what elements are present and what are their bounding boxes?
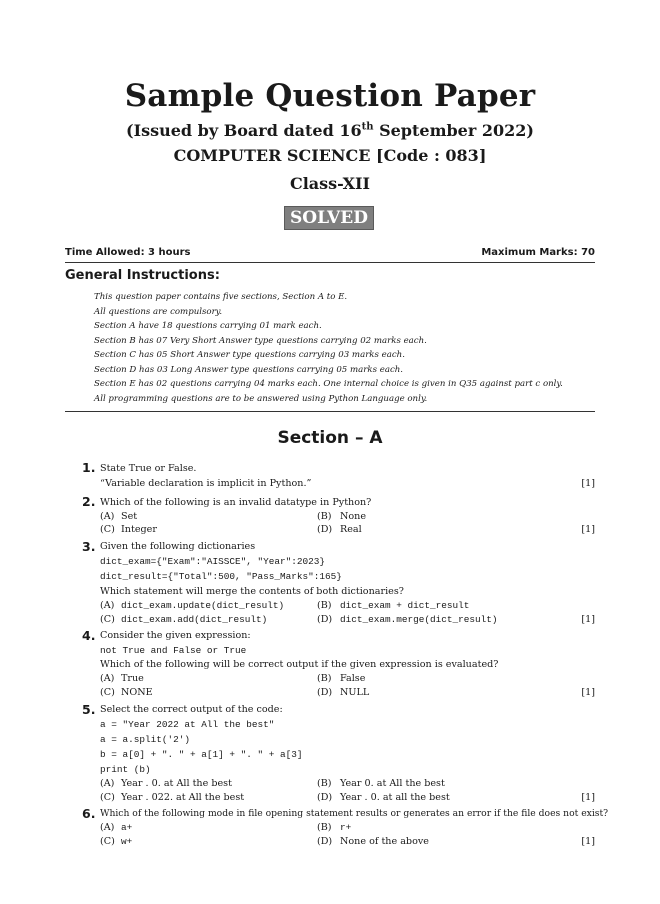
- question-text: State True or False.: [100, 463, 197, 474]
- option-a: a+: [121, 822, 133, 833]
- option-label: (D): [317, 687, 333, 698]
- option-a: Year . 0. at All the best: [121, 778, 232, 789]
- solved-badge: SOLVED: [284, 206, 374, 230]
- divider: [65, 411, 595, 412]
- time-allowed: Time Allowed: 3 hours: [65, 247, 191, 258]
- code-line: print (b): [100, 764, 151, 775]
- code-line: not True and False or True: [100, 645, 247, 656]
- issue-subtitle: (Issued by Board dated 16th September 2022): [126, 121, 534, 140]
- question-text: Select the correct output of the code:: [100, 704, 283, 715]
- option-c: Integer: [121, 524, 157, 535]
- question-number: 3.: [82, 539, 96, 554]
- option-label: (A): [100, 822, 115, 833]
- question-marks: [1]: [581, 836, 595, 847]
- divider: [65, 262, 595, 263]
- option-a: Set: [121, 511, 138, 522]
- code-line: a = a.split('2'): [100, 734, 191, 745]
- option-label: (B): [317, 600, 332, 611]
- option-c: Year . 022. at All the best: [121, 792, 245, 803]
- option-label: (A): [100, 600, 115, 611]
- option-label: (B): [317, 511, 332, 522]
- section-heading: Section – A: [277, 428, 383, 448]
- option-label: (B): [317, 673, 332, 684]
- question-text: Which of the following mode in file opening statement results or generates an error if the file does not exist?: [100, 808, 609, 819]
- code-line: dict_result={"Total":500, "Pass_Marks":165}: [100, 571, 342, 582]
- option-a: dict_exam.update(dict_result): [121, 600, 285, 611]
- option-c: w+: [121, 836, 133, 847]
- option-b: False: [340, 673, 366, 684]
- class-name: Class-XII: [289, 174, 371, 193]
- option-b: None: [340, 511, 367, 522]
- option-label: (A): [100, 511, 115, 522]
- option-label: (D): [317, 792, 333, 803]
- option-label: (C): [100, 792, 115, 803]
- question-number: 6.: [82, 806, 96, 821]
- option-d: NULL: [340, 687, 370, 698]
- question-text: Given the following dictionaries: [100, 541, 256, 552]
- code-line: b = a[0] + ". " + a[1] + ". " + a[3]: [100, 749, 303, 760]
- option-c: NONE: [121, 687, 153, 698]
- option-b: dict_exam + dict_result: [340, 600, 470, 611]
- option-label: (D): [317, 614, 333, 625]
- option-d: dict_exam.merge(dict_result): [340, 614, 498, 625]
- option-d: None of the above: [340, 836, 429, 847]
- question-marks: [1]: [581, 524, 595, 535]
- question-text: Which of the following will be correct output if the given expression is evaluated?: [100, 659, 499, 670]
- question-number: 2.: [82, 494, 96, 509]
- question-number: 4.: [82, 628, 96, 643]
- option-label: (C): [100, 524, 115, 535]
- option-label: (A): [100, 778, 115, 789]
- question-marks: [1]: [581, 614, 595, 625]
- option-c: dict_exam.add(dict_result): [121, 614, 268, 625]
- course-name: COMPUTER SCIENCE [Code : 083]: [173, 146, 487, 165]
- question-text: Which statement will merge the contents of both dictionaries?: [100, 586, 404, 597]
- question-text: Consider the given expression:: [100, 630, 251, 641]
- option-d: Year . 0. at all the best: [340, 792, 450, 803]
- option-label: (A): [100, 673, 115, 684]
- option-label: (D): [317, 836, 333, 847]
- code-line: dict_exam={"Exam":"AISSCE", "Year":2023}: [100, 556, 326, 567]
- option-label: (B): [317, 778, 332, 789]
- question-statement: “Variable declaration is implicit in Python.”: [100, 478, 312, 489]
- question-number: 1.: [82, 460, 96, 475]
- question-text: Which of the following is an invalid datatype in Python?: [100, 497, 372, 508]
- paper-title: Sample Question Paper: [124, 78, 536, 114]
- option-label: (C): [100, 687, 115, 698]
- question-marks: [1]: [581, 478, 595, 489]
- option-a: True: [121, 673, 144, 684]
- option-label: (D): [317, 524, 333, 535]
- maximum-marks: Maximum Marks: 70: [481, 247, 595, 258]
- option-label: (C): [100, 836, 115, 847]
- question-number: 5.: [82, 702, 96, 717]
- instructions-heading: General Instructions:: [65, 268, 220, 283]
- option-b: r+: [340, 822, 352, 833]
- question-marks: [1]: [581, 792, 595, 803]
- code-line: a = "Year 2022 at All the best": [100, 719, 275, 730]
- option-b: Year 0. at All the best: [340, 778, 445, 789]
- option-label: (C): [100, 614, 115, 625]
- option-label: (B): [317, 822, 332, 833]
- question-marks: [1]: [581, 687, 595, 698]
- option-d: Real: [340, 524, 362, 535]
